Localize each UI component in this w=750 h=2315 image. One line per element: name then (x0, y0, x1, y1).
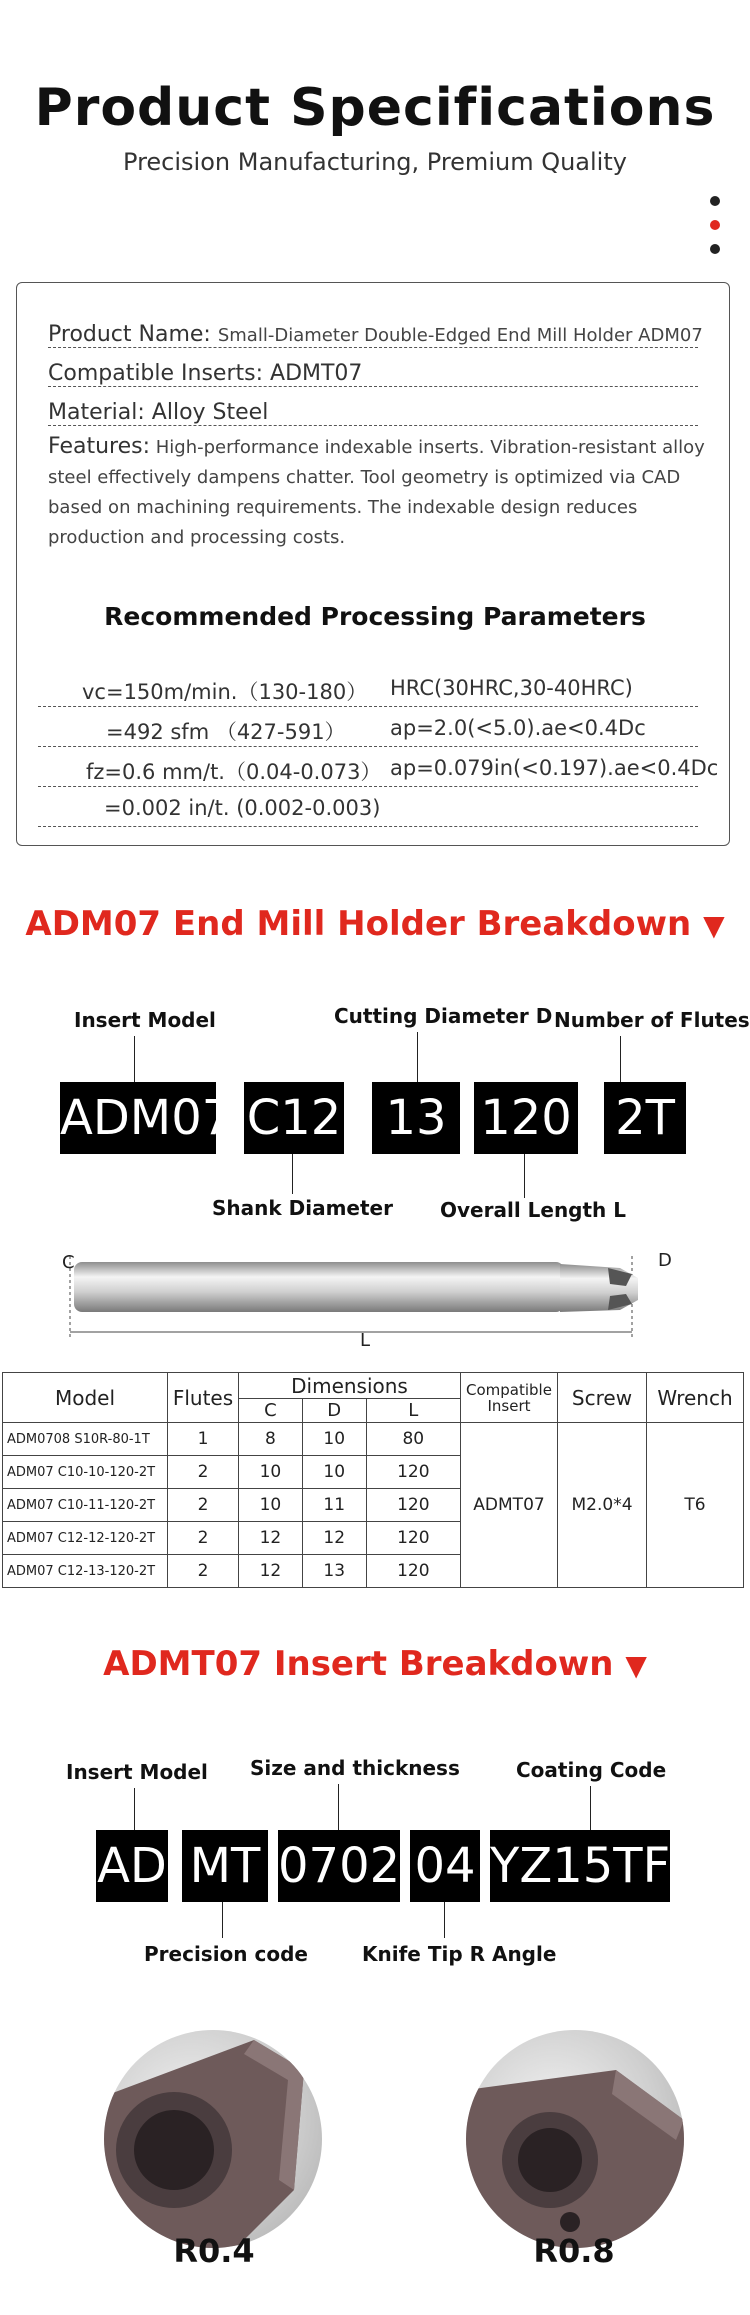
cell-flutes: 2 (168, 1555, 239, 1588)
header-line: Insert (487, 1396, 531, 1415)
cell-d: 11 (302, 1489, 366, 1522)
code-yz15tf: YZ15TF (490, 1830, 670, 1902)
col-compatible-insert (461, 1373, 558, 1423)
cell-wrench: T6 (647, 1423, 744, 1588)
cell-c: 10 (239, 1489, 303, 1522)
code-0702: 0702 (278, 1830, 400, 1902)
cell-l: 120 (366, 1456, 460, 1489)
col-model: Model (3, 1373, 168, 1423)
cell-screw: M2.0*4 (558, 1423, 647, 1588)
spec-compatible-inserts (48, 361, 698, 387)
label-number-of-flutes: Number of Flutes (554, 1008, 750, 1032)
leader-line (524, 1154, 525, 1198)
leader-line (620, 1036, 621, 1082)
cell-model: ADM07 C12-13-120-2T (3, 1555, 168, 1588)
param-value: fz=0.6 mm/t.（0.04-0.073） (86, 760, 382, 784)
param-value: HRC(30HRC,30-40HRC) (390, 676, 633, 700)
label-overall-length: Overall Length L (440, 1198, 627, 1222)
param-row (38, 756, 719, 787)
col-dimensions: Dimensions (239, 1373, 461, 1399)
cell-compatible-insert: ADMT07 (461, 1423, 558, 1588)
code-2t: 2T (604, 1082, 686, 1154)
spec-product-name (48, 322, 703, 348)
leader-line (292, 1154, 293, 1194)
pagination-dots (710, 196, 720, 268)
label-size-thickness: Size and thickness (250, 1756, 460, 1780)
dot (710, 196, 720, 206)
radius-label-left: R0.4 (173, 2232, 255, 2270)
param-row (38, 716, 698, 747)
cell-model: ADM07 C10-10-120-2T (3, 1456, 168, 1489)
table-row (3, 1423, 744, 1456)
label-cutting-diameter: Cutting Diameter D (334, 1004, 553, 1028)
spec-features (48, 432, 708, 553)
cell-flutes: 2 (168, 1489, 239, 1522)
cell-c: 12 (239, 1522, 303, 1555)
leader-line (338, 1784, 339, 1830)
cell-d: 10 (302, 1423, 366, 1456)
insert-closeup-r08 (466, 2030, 684, 2248)
param-row (38, 796, 698, 827)
code-120: 120 (474, 1082, 578, 1154)
page-title: Product Specifications (34, 78, 716, 138)
param-value: ap=0.079in(<0.197).ae<0.4Dc (390, 756, 719, 780)
page-subtitle: Precision Manufacturing, Premium Quality (123, 148, 627, 176)
col-screw: Screw (558, 1373, 647, 1423)
col-l: L (366, 1399, 460, 1423)
param-value: =0.002 in/t. (0.002-0.003) (104, 796, 381, 820)
code-c12: C12 (244, 1082, 344, 1154)
dot (710, 244, 720, 254)
triangle-down-icon: ▼ (703, 909, 725, 942)
param-value: ap=2.0(<5.0).ae<0.4Dc (390, 716, 646, 740)
leader-line (134, 1036, 135, 1082)
cell-c: 8 (239, 1423, 303, 1456)
cell-d: 10 (302, 1456, 366, 1489)
cell-c: 10 (239, 1456, 303, 1489)
col-wrench: Wrench (647, 1373, 744, 1423)
radius-label-right: R0.8 (533, 2232, 615, 2270)
leader-line (444, 1902, 445, 1938)
insert-closeup-r04 (104, 2030, 322, 2248)
spec-value: Alloy Steel (151, 400, 269, 425)
cell-model: ADM07 C12-12-120-2T (3, 1522, 168, 1555)
leader-line (134, 1788, 135, 1830)
cell-l: 120 (366, 1489, 460, 1522)
section-title-text: ADM07 End Mill Holder Breakdown (25, 904, 692, 944)
cell-l: 80 (366, 1423, 460, 1456)
code-ad: AD (96, 1830, 168, 1902)
param-value: =492 sfm （427-591） (106, 720, 346, 744)
spec-material (48, 400, 698, 426)
code-13: 13 (372, 1082, 460, 1154)
leader-line (590, 1786, 591, 1830)
cell-l: 120 (366, 1522, 460, 1555)
spec-value: Small-Diameter Double-Edged End Mill Holder ADM07 (217, 325, 703, 346)
spec-label: Product Name: (48, 322, 211, 347)
cell-c: 12 (239, 1555, 303, 1588)
label-coating-code: Coating Code (516, 1758, 667, 1782)
section-title-text: ADMT07 Insert Breakdown (103, 1644, 614, 1684)
cell-model: ADM07 C10-11-120-2T (3, 1489, 168, 1522)
cell-model: ADM0708 S10R-80-1T (3, 1423, 168, 1456)
leader-line (222, 1902, 223, 1938)
parameters-title: Recommended Processing Parameters (104, 602, 646, 631)
cell-l: 120 (366, 1555, 460, 1588)
code-mt: MT (182, 1830, 268, 1902)
insert-breakdown-title (0, 1644, 750, 1684)
spec-label: Compatible Inserts: (48, 361, 264, 386)
cell-d: 13 (302, 1555, 366, 1588)
leader-line (417, 1032, 418, 1082)
code-04: 04 (410, 1830, 480, 1902)
cell-flutes: 2 (168, 1456, 239, 1489)
dim-label-d: D (658, 1250, 672, 1271)
dot-active (710, 220, 720, 230)
insert-image (466, 2030, 684, 2248)
param-row (38, 676, 698, 707)
label-insert-model: Insert Model (74, 1008, 216, 1032)
spec-value: High-performance indexable inserts. Vibration-resistant alloy steel effectively dampens chatter. Tool geometry is optimized via CAD based on machining requirements. The indexable design reduces production and processing costs. (48, 437, 705, 548)
code-adm07: ADM07 (60, 1082, 216, 1154)
header-line: Compatible (466, 1380, 552, 1399)
col-d: D (302, 1399, 366, 1423)
holder-breakdown-title (0, 904, 750, 944)
cell-flutes: 1 (168, 1423, 239, 1456)
triangle-down-icon: ▼ (625, 1649, 647, 1682)
spec-label: Features: (48, 434, 151, 459)
col-c: C (239, 1399, 303, 1423)
label-shank-diameter: Shank Diameter (212, 1196, 393, 1220)
cell-d: 12 (302, 1522, 366, 1555)
cell-flutes: 2 (168, 1522, 239, 1555)
insert-image (104, 2030, 322, 2248)
dim-label-l: L (360, 1330, 371, 1351)
label-insert-model: Insert Model (66, 1760, 208, 1784)
dim-label-c: C (62, 1252, 75, 1273)
spec-label: Material: (48, 400, 145, 425)
col-flutes: Flutes (168, 1373, 239, 1423)
label-knife-tip-r-angle: Knife Tip R Angle (362, 1942, 557, 1966)
label-precision-code: Precision code (144, 1942, 308, 1966)
spec-value: ADMT07 (270, 361, 363, 386)
spec-table (2, 1372, 744, 1588)
param-value: vc=150m/min.（130-180） (82, 680, 368, 704)
